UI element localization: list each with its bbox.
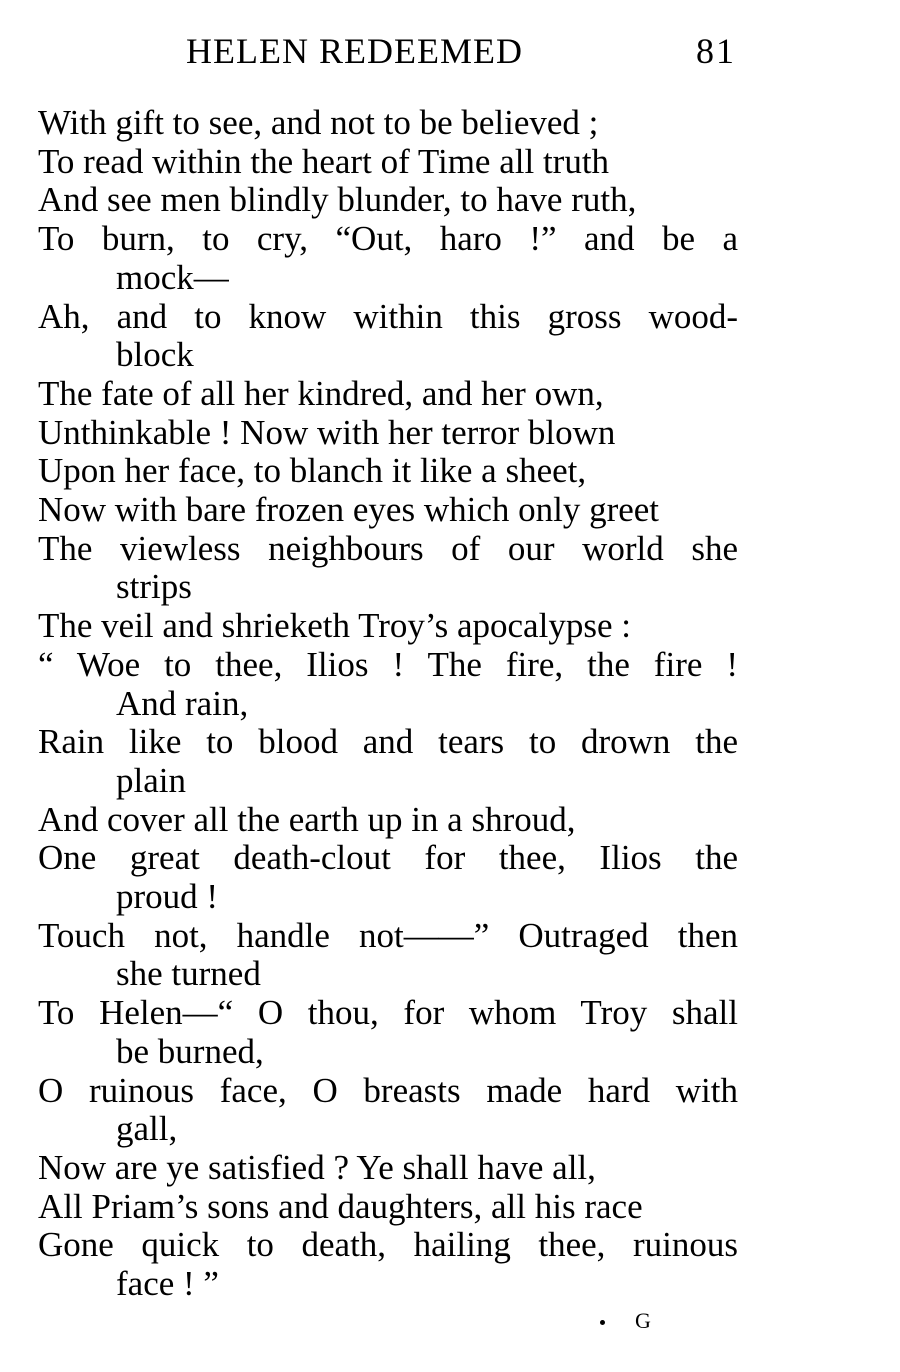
poem-line: Unthinkable ! Now with her terror blown <box>38 412 616 452</box>
poem-line: “ Woe to thee, Ilios ! The fire, the fire ! <box>38 644 738 684</box>
poem-line: Gone quick to death, hailing thee, ruinous <box>38 1225 738 1265</box>
signature-letter: G <box>635 1308 653 1333</box>
signature-mark <box>600 1308 653 1334</box>
running-title: HELEN REDEEMED <box>186 31 523 71</box>
poem-line-continuation: block <box>116 335 194 375</box>
poem-line: O ruinous face, O breasts made hard with <box>38 1070 738 1110</box>
poem-line-continuation: be burned, <box>116 1031 264 1071</box>
poem-line-continuation: strips <box>116 567 192 607</box>
poem-line: And cover all the earth up in a shroud, <box>38 799 576 839</box>
poem-line: To burn, to cry, “Out, haro !” and be a <box>38 219 738 259</box>
poem-line-continuation: gall, <box>116 1109 178 1149</box>
poem-line: Upon her face, to blanch it like a sheet, <box>38 451 587 491</box>
poem-line-continuation: mock— <box>116 257 229 297</box>
poem-line-continuation: she turned <box>116 954 261 994</box>
poem-line-continuation: plain <box>116 760 186 800</box>
poem-line: With gift to see, and not to be believed ; <box>38 103 599 142</box>
poem-line: Now with bare frozen eyes which only greet <box>38 490 660 530</box>
poem-line-continuation: And rain, <box>116 683 249 723</box>
poem-line: Now are ye satisfied ? Ye shall have all, <box>38 1147 596 1187</box>
page-header <box>0 26 900 76</box>
poem-line: The viewless neighbours of our world she <box>38 528 738 568</box>
poem-line-continuation: proud ! <box>116 877 219 917</box>
poem-line: To read within the heart of Time all truth <box>38 141 610 181</box>
poem-body <box>38 104 738 1304</box>
poem-line: Touch not, handle not——” Outraged then <box>38 915 738 955</box>
poem-line: The veil and shrieketh Troy’s apocalypse : <box>38 606 631 646</box>
poem-line-continuation: face ! ” <box>116 1264 219 1304</box>
page-number: 81 <box>696 31 736 71</box>
signature-dot <box>600 1320 605 1325</box>
poem-line: The fate of all her kindred, and her own, <box>38 373 604 413</box>
poem-line: One great death-clout for thee, Ilios the <box>38 838 738 878</box>
poem-line: All Priam’s sons and daughters, all his race <box>38 1186 643 1226</box>
poem-line: To Helen—“ O thou, for whom Troy shall <box>38 993 738 1033</box>
poem-line: Ah, and to know within this gross wood- <box>38 296 738 336</box>
poem-line: Rain like to blood and tears to drown the <box>38 722 738 762</box>
poem-line: And see men blindly blunder, to have ruth, <box>38 180 637 220</box>
